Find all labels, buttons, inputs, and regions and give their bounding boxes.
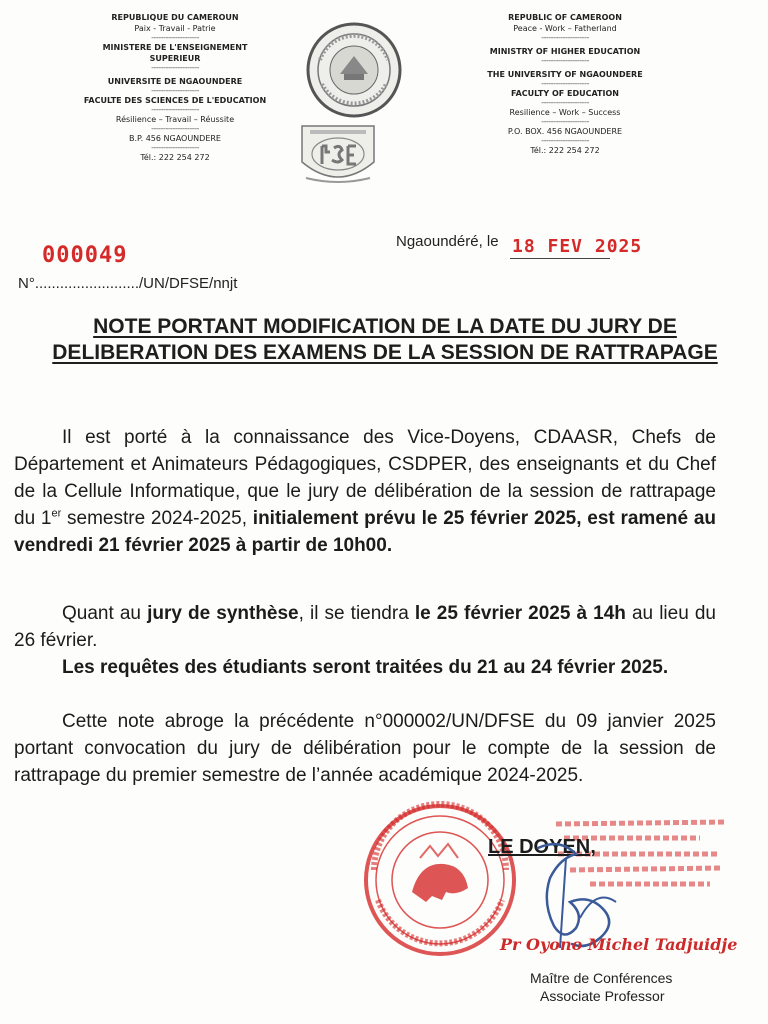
faculty-en: FACULTY OF EDUCATION [511,89,619,98]
faculty-fr: FACULTE DES SCIENCES DE L'EDUCATION [83,96,267,105]
motto-en: Peace - Work – Fatherland [513,24,617,33]
phone-en: Tél.: 222 254 272 [530,146,600,155]
separator: -------------------- [541,79,589,88]
place-label: Ngaoundéré, le [396,233,499,250]
po-box-en: P.O. BOX. 456 NGAOUNDERE [507,127,623,136]
po-box-fr: B.P. 456 NGAOUNDERE [129,134,221,143]
date-stamp: 18 FEV 2025 [512,236,643,257]
faculty-motto-fr: Résilience – Travail – Réussite [115,115,235,124]
separator: -------------------- [151,124,199,133]
paragraph-1-bold: initialement prévu le 25 février 2025, est ramené au vendredi 21 février 2025 à partir de 10h00. [14,508,716,556]
paragraph-4-text: Cette note abroge la précédente n°000002/UN/DFSE du 09 janvier 2025 portant convocation du jury de délibération pour le compte de la session de rattrapage du premier semestre de l’année académique 2024-2025. [14,711,716,786]
separator: -------------------- [151,33,199,42]
reference-line: N°........................./UN/DFSE/nnjt [18,275,238,292]
superscript: er [51,507,62,520]
header-right-block [440,12,690,156]
separator: -------------------- [541,33,589,42]
paragraph-2-text-2: , il se tiendra [298,603,415,624]
paragraph-1-text: Il est porté à la connaissance des Vice-Doyens, CDAASR, Chefs de Département et Animateurs Pédagogiques, CSDPER, des enseignants et du Chef de la Cellule Informatique, que le jury de délibération de la session de rattrapage du 1 [14,427,716,529]
fse-logo-icon [296,122,380,195]
signature-name: Pr Oyono Michel Tadjuidje [500,935,738,954]
paragraph-2-text: Quant au [62,603,148,624]
university-en: THE UNIVERSITY OF NGAOUNDERE [487,70,643,79]
header-left-block [50,12,300,163]
paragraph-2-text-3: au lieu du 26 février. [14,603,716,651]
separator: -------------------- [151,105,199,114]
university-fr: UNIVERSITE DE NGAOUNDERE [107,77,243,86]
reference-number-stamp: 000049 [42,243,128,268]
ministry-en: MINISTRY OF HIGHER EDUCATION [489,47,641,56]
separator: -------------------- [151,63,199,72]
paragraph-1 [14,424,716,559]
dean-rank-en: Associate Professor [540,988,665,1004]
separator: -------------------- [541,117,589,126]
separator: -------------------- [541,136,589,145]
separator: -------------------- [151,143,199,152]
dean-rank-fr: Maître de Conférences [530,970,673,986]
paragraph-2-bold-2: le 25 février 2025 à 14h [414,603,626,624]
paragraph-1-text-2: semestre 2024-2025, [61,508,253,529]
separator: -------------------- [541,98,589,107]
date-underline [510,258,610,259]
country-en: REPUBLIC OF CAMEROON [508,13,622,22]
round-official-stamp-icon [360,800,520,965]
ministry-fr: MINISTERE DE L'ENSEIGNEMENT SUPERIEUR [102,43,248,63]
paragraph-2-bold-1: jury de synthèse [147,603,299,624]
phone-fr: Tél.: 222 254 272 [140,153,210,162]
paragraph-3 [14,654,716,681]
separator: -------------------- [541,56,589,65]
paragraph-3-bold: Les requêtes des étudiants seront traitées du 21 au 24 février 2025. [62,657,669,678]
paragraph-2 [14,600,716,654]
dean-title: LE DOYEN, [488,836,596,858]
paragraph-4 [14,708,716,789]
separator: -------------------- [151,86,199,95]
motto-fr: Paix - Travail - Patrie [134,24,216,33]
country-fr: REPUBLIQUE DU CAMEROUN [111,13,239,22]
page-title: NOTE PORTANT MODIFICATION DE LA DATE DU JURY DE DELIBERATION DES EXAMENS DE LA SESSION DE RATTRAPAGE [52,315,718,364]
faculty-motto-en: Resilience – Work – Success [509,108,621,117]
university-seal-icon [300,20,408,125]
